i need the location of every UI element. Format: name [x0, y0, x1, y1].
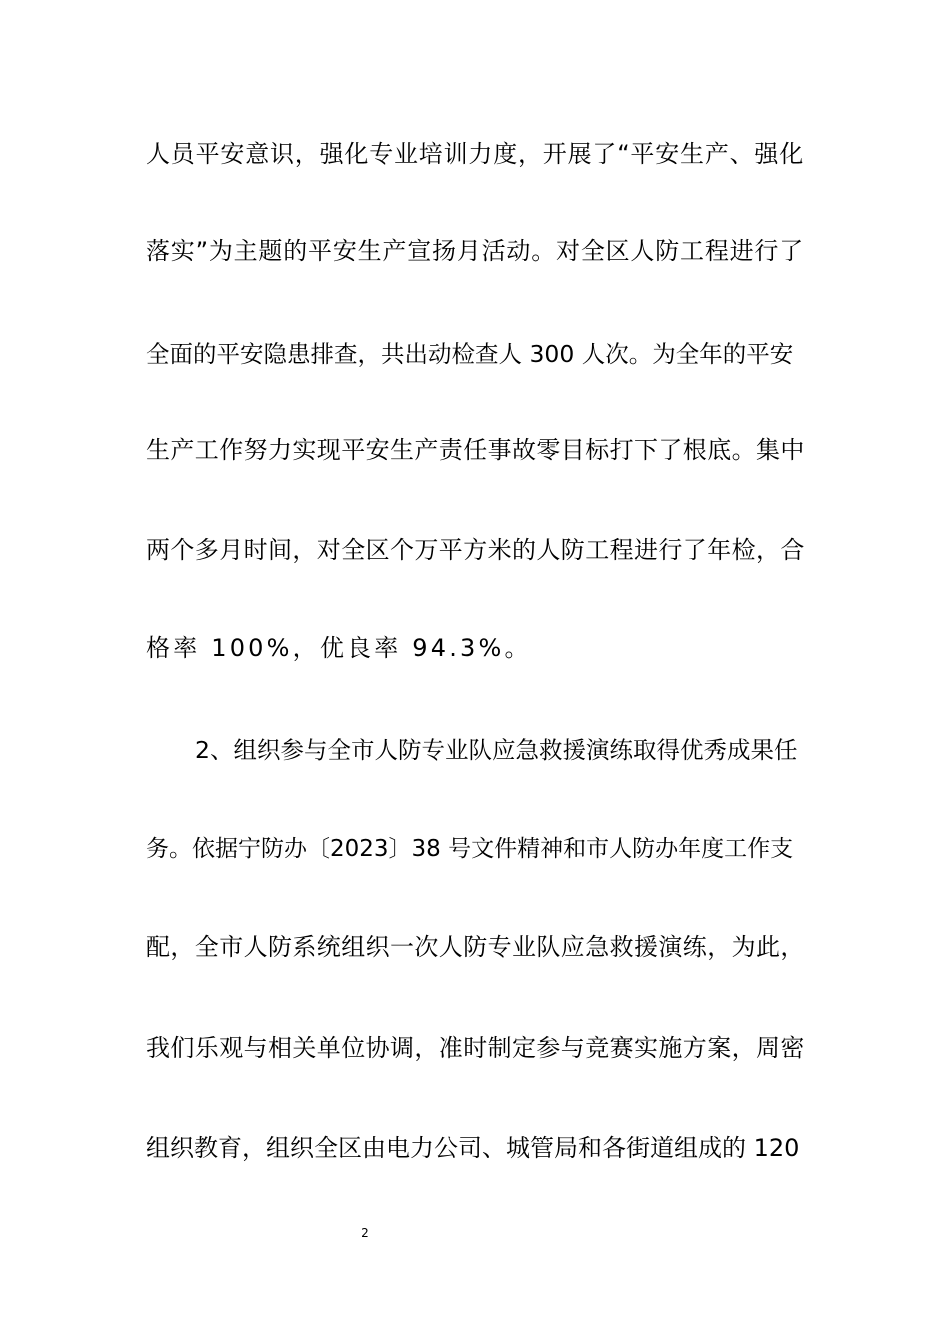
text-line-1: 人员平安意识，强化专业培训力度，开展了“平安生产、强化: [146, 140, 805, 168]
text-line-6: 格率 100%，优良率 94.3%。: [146, 634, 532, 662]
text-line-11: 组织教育，组织全区由电力公司、城管局和各街道组成的 120: [146, 1134, 800, 1162]
text-line-4: 生产工作努力实现平安生产责任事故零目标打下了根底。集中: [146, 436, 805, 464]
text-line-9: 配，全市人防系统组织一次人防专业队应急救援演练，为此，: [146, 933, 805, 961]
text-line-10: 我们乐观与相关单位协调，准时制定参与竞赛实施方案，周密: [146, 1034, 805, 1062]
text-line-2: 落实”为主题的平安生产宣扬月活动。对全区人防工程进行了: [146, 237, 805, 265]
text-line-8: 务。依据宁防办〔2023〕38 号文件精神和市人防办年度工作支: [146, 836, 794, 862]
text-line-5: 两个多月时间，对全区个万平方米的人防工程进行了年检，合: [146, 536, 805, 564]
text-line-3: 全面的平安隐患排查，共出动检查人 300 人次。为全年的平安: [146, 340, 794, 368]
page-number: 2: [361, 1226, 369, 1240]
text-line-7: 2、组织参与全市人防专业队应急救援演练取得优秀成果任: [195, 736, 798, 764]
